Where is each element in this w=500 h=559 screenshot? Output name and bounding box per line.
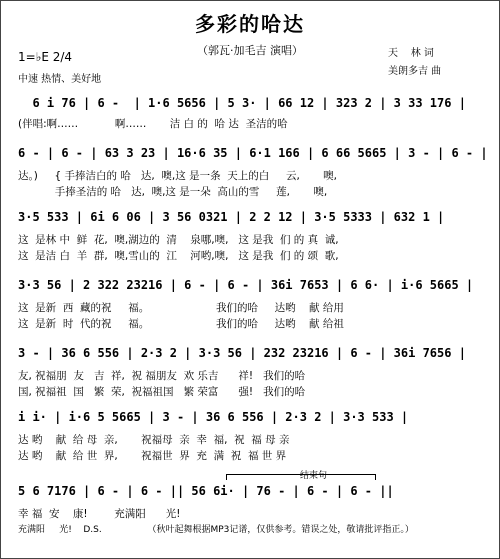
score-system-1-lyrics-1: (伴唱:啊…… 啊…… 洁 白 的 哈 达 圣洁的哈 xyxy=(18,118,288,130)
score-system-7-lyrics-2: 充满阳 光! D.S. （秋叶起舞根据MP3记谱，仅供参考。错误之处，敬请批评指正。） xyxy=(18,525,414,535)
score-system-3-notes: 3·5 533 | 6i 6 06 | 3 56 0321 | 2 2 12 | 3·5 5333 | 632 1 | xyxy=(18,210,445,224)
score-system-6-notes: i i· | i·6 5 5665 | 3 - | 36 6 556 | 2·3 2 | 3·3 533 | xyxy=(18,410,409,424)
tempo-marking: 中速 热情、美好地 xyxy=(18,74,102,85)
score-system-3-lyrics-1: 这 是林 中 鲜 花, 噢,湖边的 清 泉哪,噢, 这 是我 们 的 真 诚, xyxy=(18,234,339,246)
lyricist-credit: 天 林 词 xyxy=(388,48,434,59)
song-title: 多彩的哈达 xyxy=(195,12,305,36)
score-system-4-notes: 3·3 56 | 2 322 23216 | 6 - | 6 - | 36i 7653 | 6 6· | i·6 5665 | xyxy=(18,278,474,292)
score-system-3-lyrics-2: 这 是洁 白 羊 群, 噢,雪山的 江 河哟,噢, 这 是我 们 的 颂 歌, xyxy=(18,250,339,262)
score-system-5-lyrics-1: 友, 祝福朋 友 吉 祥, 祝 福朋友 欢 乐吉 祥! 我们的哈 xyxy=(18,370,306,382)
score-system-2-lyrics-1: 达。) { 手捧洁白的 哈 达, 噢,这 是一条 天上的白 云, 噢, xyxy=(18,170,337,182)
score-system-7-notes: 5 6 7176 | 6 - | 6 - || 56 6i· | 76 - | 6 - | 6 - || xyxy=(18,484,394,498)
ending-label: 结束句 xyxy=(300,471,328,481)
score-system-2-notes: 6 - | 6 - | 63 3 23 | 16·6 35 | 6·1 166 | 6 66 5665 | 3 - | 6 - | xyxy=(18,146,488,160)
score-system-6-lyrics-2: 达 哟 献 给 世 界, 祝福世 界 充 满 祝 福 世 界 xyxy=(18,450,287,462)
composer-credit: 美朗多吉 曲 xyxy=(388,66,442,77)
key-signature: 1=♭E 2/4 xyxy=(18,50,73,64)
score-system-6-lyrics-1: 达 哟 献 给 母 亲, 祝福母 亲 幸 福, 祝 福 母 亲 xyxy=(18,434,290,446)
score-system-4-lyrics-1: 这 是新 西 藏的祝 福。 我们的哈 达哟 献 给用 xyxy=(18,302,344,314)
score-system-1-notes: 6 i 76 | 6 - | 1·6 5656 | 5 3· | 66 12 | 323 2 | 3 33 176 | xyxy=(18,96,466,110)
score-system-7-lyrics-1: 幸 福 安 康! 充满阳 光! xyxy=(18,508,181,520)
score-system-5-notes: 3 - | 36 6 556 | 2·3 2 | 3·3 56 | 232 23216 | 6 - | 36i 7656 | xyxy=(18,346,466,360)
score-system-2-lyrics-2: 手捧圣洁的 哈 达, 噢,这 是一朵 高山的雪 莲, 噢, xyxy=(18,186,328,198)
song-subtitle: （郭瓦·加毛吉 演唱） xyxy=(197,44,303,57)
score-system-5-lyrics-2: 国, 祝福祖 国 繁 荣, 祝福祖国 繁 荣富 强! 我们的哈 xyxy=(18,386,306,398)
score-system-4-lyrics-2: 这 是新 时 代的祝 福。 我们的哈 达哟 献 给祖 xyxy=(18,318,344,330)
